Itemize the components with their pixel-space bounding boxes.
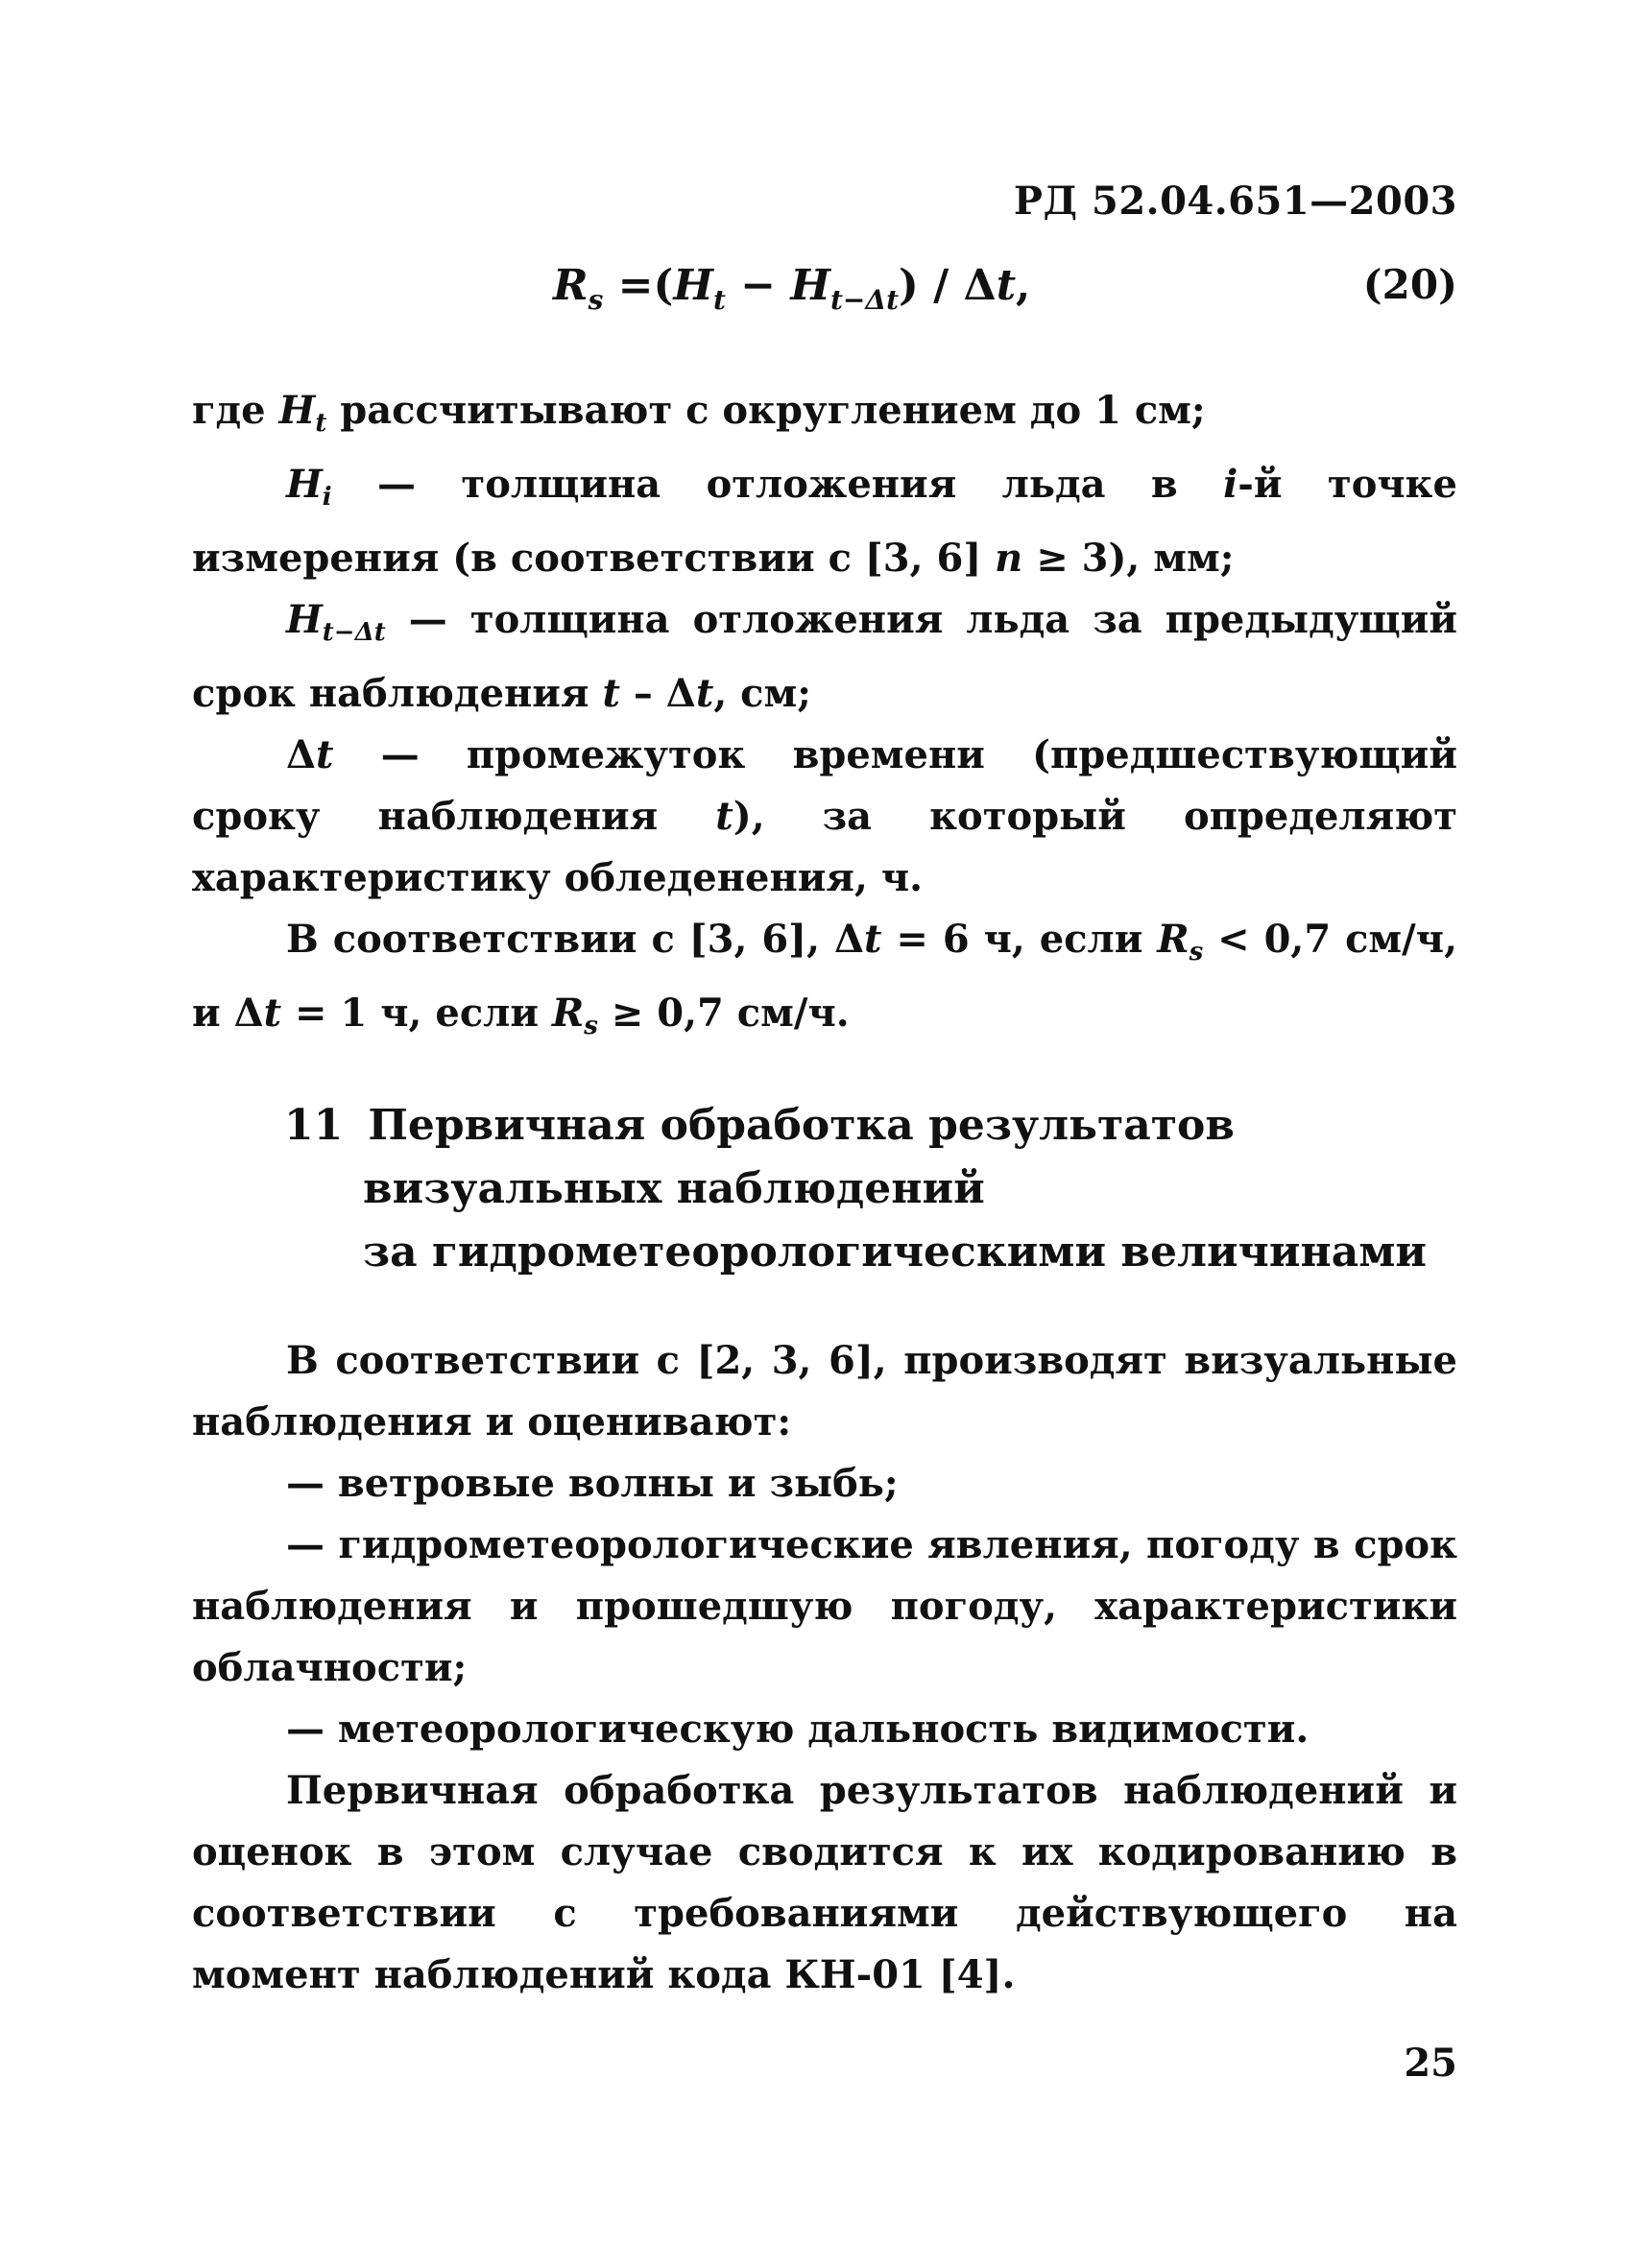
list-item-phenomena: — гидрометеорологические явления, погоду в срок наблюдения и прошедшую погоду, характеристики облачности; (192, 1522, 1457, 1690)
definition-text: -й точке измерения (в соответствии с [3, 6] (192, 462, 1457, 581)
section-title-line-1 (284, 1094, 1457, 1158)
definition-text: — толщина отложения льда за предыдущий срок наблюдения (192, 597, 1457, 716)
var-h-sub: t−Δt (322, 618, 386, 647)
section-heading (284, 1094, 1457, 1284)
var-h: H (286, 462, 323, 507)
delta-symbol: Δ (286, 732, 317, 777)
formula-20 (192, 261, 1457, 328)
var-h-sub: t (315, 409, 327, 438)
definition-hi (192, 454, 1457, 589)
definition-text: ), за который определяют характеристику обледенения, ч. (192, 794, 1457, 900)
definition-text: , см; (713, 671, 812, 716)
formula-number: (20) (1362, 261, 1457, 308)
formula-comma: , (1016, 261, 1031, 310)
formula-rs-sub: s (588, 284, 604, 316)
definition-text: — промежуток времени (предшествующий сроку наблюдения (192, 732, 1457, 839)
var-r-sub: s (584, 1012, 598, 1040)
var-r: R (551, 991, 585, 1036)
var-i: i (1223, 462, 1238, 507)
definitions-block (192, 380, 1457, 1057)
document-code: РД 52.04.651—2003 (1013, 179, 1457, 224)
var-h: H (286, 597, 323, 642)
definition-conditions (192, 909, 1457, 1057)
definition-text: — толщина отложения льда в (331, 462, 1224, 507)
section-intro: В соответствии с [2, 3, 6], производят визуальные наблюдения и оценивают: (192, 1338, 1457, 1444)
section-body (192, 1330, 1457, 2006)
var-t: t (602, 671, 620, 716)
definition-text: ≥ 3), мм; (1022, 536, 1235, 581)
formula-expression (553, 261, 1030, 316)
list-item-waves: — ветровые волны и зыбь; (286, 1461, 899, 1506)
var-t: t (715, 794, 733, 839)
section-closing: Первичная обработка результатов наблюдений и оценок в этом случае сводится к их кодированию в соответствии с требованиями действующего на момент наблюдений кода КН-01 [4]. (192, 1768, 1457, 1997)
var-t: t (263, 991, 282, 1036)
var-n: n (995, 536, 1023, 581)
definition-ht (192, 380, 1457, 454)
definition-prefix: где (192, 388, 279, 433)
var-t: t (316, 732, 334, 777)
section-title-line-2: визуальных наблюдений (363, 1164, 985, 1213)
formula-ht-prev: H (790, 261, 830, 310)
definition-text: = 6 ч, если (881, 917, 1158, 962)
definition-text: = 1 ч, если (281, 991, 552, 1036)
var-t: t (695, 671, 714, 716)
formula-eq-open: =( (603, 261, 674, 310)
var-r: R (1157, 917, 1189, 962)
definition-text: – Δ (619, 671, 696, 716)
definition-delta-t (192, 725, 1457, 909)
formula-rs: R (553, 261, 589, 310)
formula-ht: H (673, 261, 713, 310)
formula-ht-sub: t (712, 284, 726, 316)
section-title-line-3: за гидрометеорологическими величинами (363, 1228, 1428, 1277)
page-number: 25 (1404, 2041, 1457, 2086)
definition-ht-prev (192, 589, 1457, 725)
definition-text: < 0,7 см/ч, и Δ (192, 917, 1457, 1036)
formula-minus: − (725, 261, 791, 310)
var-h: H (278, 388, 316, 433)
definition-text: рассчитывают с округлением до 1 см; (326, 388, 1206, 433)
var-h-sub: i (322, 483, 332, 512)
var-r-sub: s (1189, 938, 1204, 967)
definition-text: В соответствии с [3, 6], Δ (286, 917, 864, 962)
formula-ht-prev-sub: t−Δt (829, 284, 900, 316)
section-title-text-1: Первичная обработка результатов (368, 1101, 1235, 1150)
formula-t: t (996, 261, 1017, 310)
section-number: 11 (284, 1101, 344, 1150)
list-item-visibility: — метеорологическую дальность видимости. (286, 1707, 1310, 1752)
formula-close: ) / Δ (899, 261, 997, 310)
var-t: t (863, 917, 882, 962)
definition-text: ≥ 0,7 см/ч. (597, 991, 850, 1036)
